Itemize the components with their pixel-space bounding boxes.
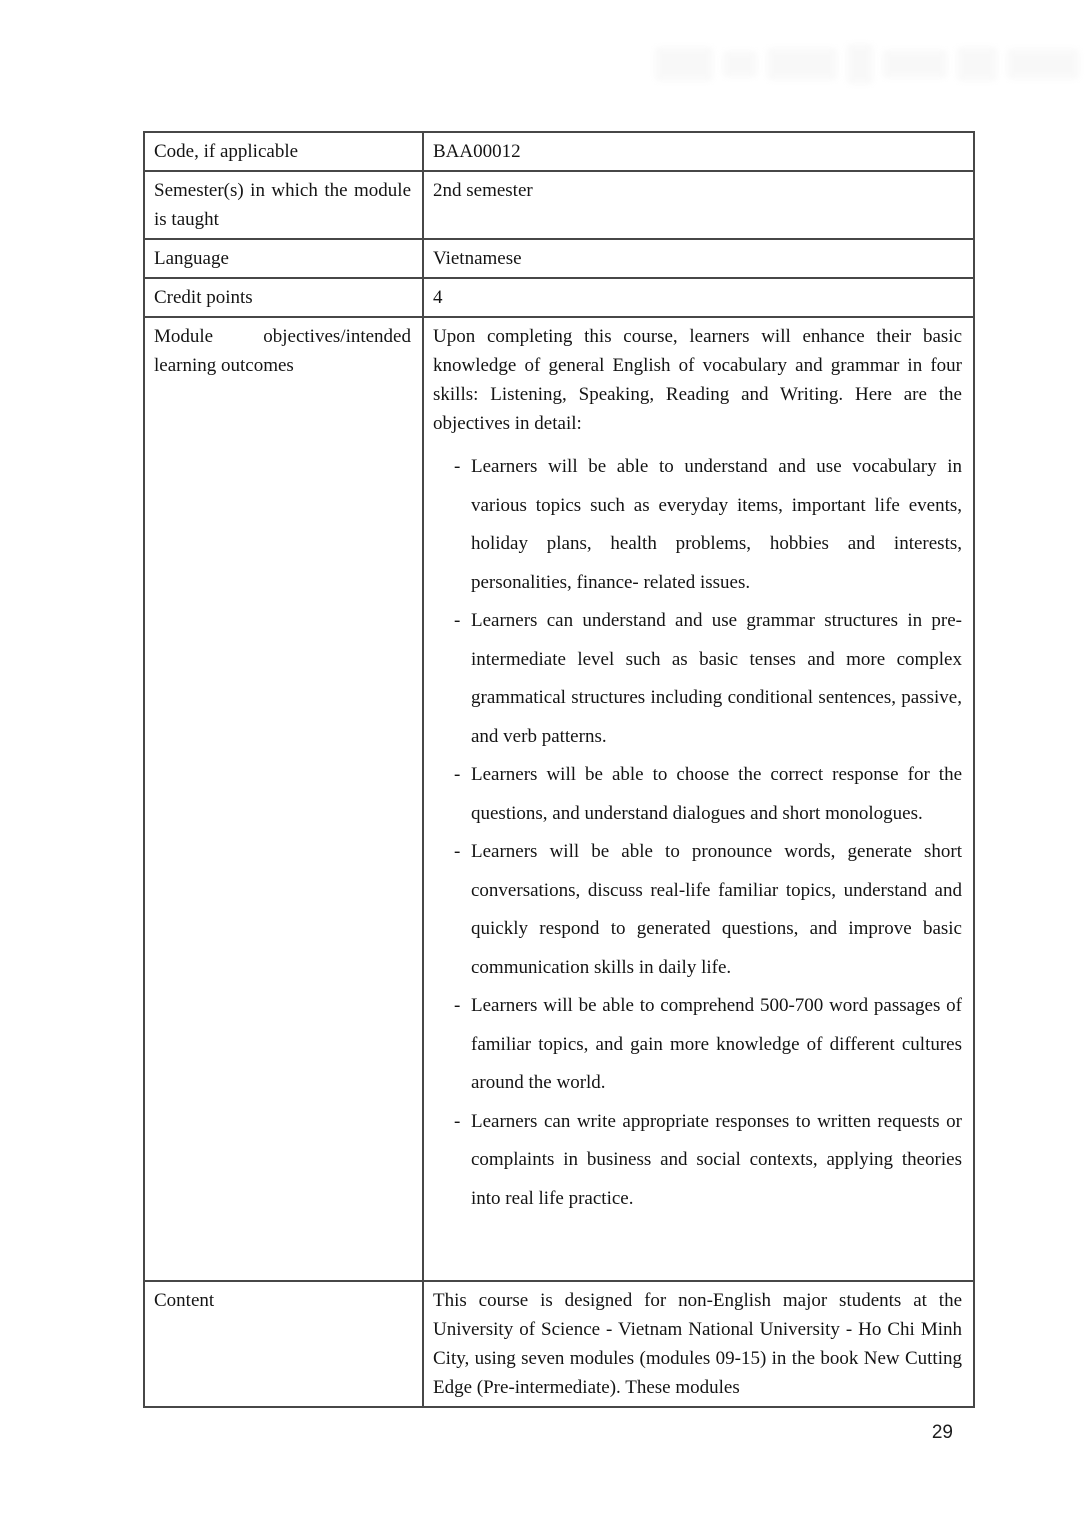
objective-item: - Learners will be able to understand and use vocabulary in various topics such as everyday items, important life events, holiday plans, health problems, hobbies and interests, personalities, finance- related issues. (433, 448, 962, 602)
objective-item: - Learners can write appropriate responses to written requests or complaints in business and social contexts, applying theories into real life practice. (433, 1103, 962, 1219)
faint-watermark (655, 38, 1085, 90)
objective-item: - Learners will be able to pronounce words, generate short conversations, discuss real-life familiar topics, understand and quickly respond to generated questions, and improve basic communication skills in daily life. (433, 833, 962, 987)
objectives-bullet-list (433, 448, 962, 1218)
table-row-code (144, 132, 974, 171)
row-label-credit-points: Credit points (144, 278, 423, 317)
module-info-table (143, 131, 975, 1408)
row-value-semester: 2nd semester (423, 171, 974, 239)
row-label-objectives: Module objectives/intended learning outcomes (144, 317, 423, 1281)
row-value-language: Vietnamese (423, 239, 974, 278)
row-label-language: Language (144, 239, 423, 278)
row-label-code: Code, if applicable (144, 132, 423, 171)
objective-item: - Learners will be able to comprehend 500-700 word passages of familiar topics, and gain more knowledge of different cultures around the world. (433, 987, 962, 1103)
table-row-semester (144, 171, 974, 239)
table-row-objectives (144, 317, 974, 1281)
row-label-semester: Semester(s) in which the module is taught (144, 171, 423, 239)
row-value-credit-points: 4 (423, 278, 974, 317)
table-row-content (144, 1281, 974, 1407)
row-value-content (423, 1281, 974, 1407)
objective-item: - Learners will be able to choose the correct response for the questions, and understand dialogues and short monologues. (433, 756, 962, 833)
objective-item: - Learners can understand and use grammar structures in pre-intermediate level such as basic tenses and more complex grammatical structures including conditional sentences, passive, and verb patterns. (433, 602, 962, 756)
content-paragraph: This course is designed for non-English major students at the University of Science - Vietnam National University - Ho Chi Minh City, using seven modules (modules 09-15) in the book New Cutting Edge (Pre-intermediate). These modules (433, 1290, 962, 1398)
row-label-content: Content (144, 1281, 423, 1407)
page-number: 29 (931, 1422, 953, 1443)
row-value-objectives (423, 317, 974, 1281)
objectives-intro-paragraph: Upon completing this course, learners will enhance their basic knowledge of general English of vocabulary and grammar in four skills: Listening, Speaking, Reading and Writing. Here are the objectives in detail: (433, 326, 962, 434)
table-row-language (144, 239, 974, 278)
row-value-code: BAA00012 (423, 132, 974, 171)
table-row-credit-points (144, 278, 974, 317)
